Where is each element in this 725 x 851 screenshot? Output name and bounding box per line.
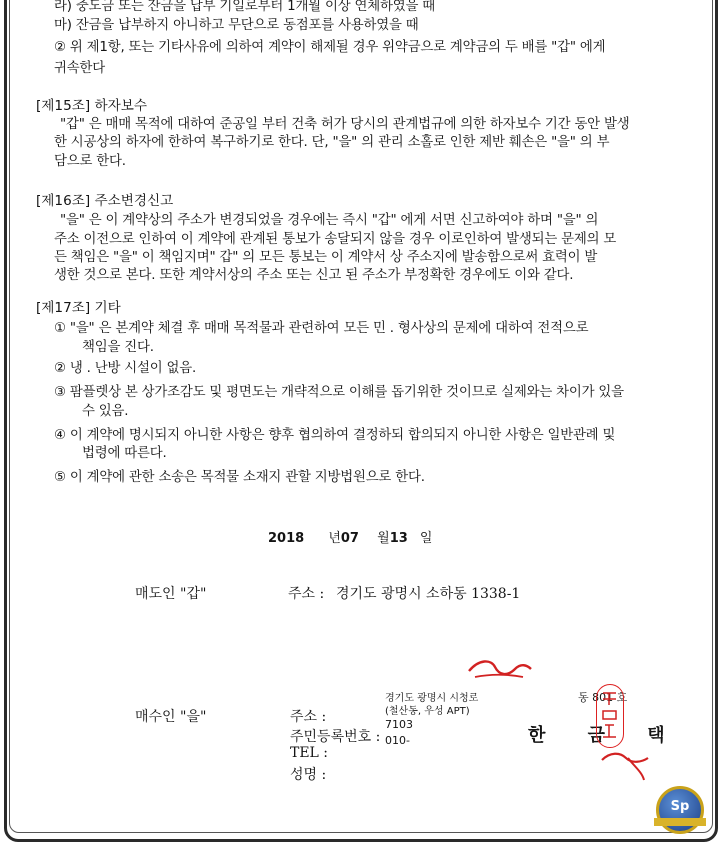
badge-ribbon: [654, 818, 706, 826]
clause-line: 라) 중도금 또는 잔금을 납부 기일로부터 1개월 이상 연체하였을 때: [54, 0, 435, 14]
seller-address: 경기도 광명시 소하동 1338-1: [336, 586, 521, 602]
buyer-id-value: 7103: [385, 718, 413, 731]
signature-mark: [598, 748, 654, 784]
buyer-unit: 동 801 호: [578, 691, 628, 704]
list-item-cont: 수 있음.: [82, 404, 129, 419]
clause-line: 마) 잔금을 납부하지 아니하고 무단으로 동점포를 사용하였을 때: [54, 18, 419, 33]
signature-mark: [465, 655, 535, 685]
clause-line: 한 시공상의 하자에 한하여 복구하기로 한다. 단, "을" 의 관리 소홀로 인한 제반 훼손은 "을" 의 부: [54, 135, 610, 150]
date-month-unit: 월: [377, 531, 390, 546]
clause-line: 주소 이전으로 인하여 이 계약에 관계된 통보가 송달되지 않을 경우 이로인하여 발생되는 문제의 모: [54, 232, 617, 247]
date-day: 13: [389, 531, 408, 546]
buyer-label: 매수인 "을": [135, 709, 207, 725]
date-day-unit: 일: [419, 531, 433, 546]
buyer-name-label: 성명 :: [290, 767, 327, 783]
seller-label: 매도인 "갑": [135, 586, 207, 602]
date-year-unit: 년: [328, 531, 341, 546]
clause-line: "갑" 은 매매 목적에 대하여 준공일 부터 건축 허가 당시의 관계법규에 의한 하자보수 기간 동안 발생: [60, 117, 630, 132]
date-month: 07: [340, 531, 359, 546]
clause-line: "을" 은 이 계약상의 주소가 변경되었을 경우에는 즉시 "갑" 에게 서면 신고하여야 하며 "을" 의: [60, 213, 599, 228]
section-title-15: [제15조] 하자보수: [36, 98, 148, 114]
list-item-cont: 책임을 진다.: [82, 340, 154, 355]
buyer-address-line1: 경기도 광명시 시청로: [385, 693, 479, 704]
list-item: ⑤ 이 계약에 관한 소송은 목적물 소재지 관할 지방법원으로 한다.: [54, 470, 425, 485]
clause-line: 생한 것으로 본다. 또한 계약서상의 주소 또는 신고 된 주소가 부정확한 경우에도 이와 같다.: [54, 268, 574, 283]
clause-line: 담으로 한다.: [54, 154, 126, 169]
buyer-tel-value: 010-: [385, 734, 410, 747]
list-item-cont: 법령에 따른다.: [82, 446, 167, 461]
clause-line: ② 위 제1항, 또는 기타사유에 의하여 계약이 해제될 경우 위약금으로 계약금의 두 배를 "갑" 에게: [54, 40, 606, 55]
buyer-address-label: 주소 :: [290, 709, 327, 725]
contract-date: [268, 527, 432, 546]
list-item: ④ 이 계약에 명시되지 아니한 사항은 향후 협의하여 결정하되 합의되지 아니한 사항은 일반관례 및: [54, 428, 616, 443]
list-item: ③ 팜플렛상 본 상가조감도 및 평면도는 개략적으로 이해를 돕기위한 것이므로 실제와는 차이가 있을: [54, 385, 624, 400]
date-year: 2018: [268, 531, 305, 546]
seal-stamp: [596, 684, 624, 748]
buyer-address-line2: (철산동, 우성 APT): [385, 706, 470, 717]
section-title-17: [제17조] 기타: [36, 300, 121, 316]
buyer-id-label: 주민등록번호 :: [290, 729, 381, 745]
list-item: ② 냉 . 난방 시설이 없음.: [54, 361, 197, 376]
section-title-16: [제16조] 주소변경신고: [36, 193, 174, 209]
buyer-name: 한 금 택: [528, 725, 683, 746]
buyer-tel-label: TEL :: [290, 745, 329, 761]
clause-line: 귀속한다: [54, 61, 105, 76]
list-item: ① "을" 은 본계약 체결 후 매매 목적물과 관련하여 모든 민 . 형사상의 문제에 대하여 전적으로: [54, 321, 589, 336]
seller-address-label: 주소 :: [288, 586, 325, 602]
clause-line: 든 책임은 "을" 이 책임지며" 갑" 의 모든 통보는 이 계약서 상 주소지에 발송함으로써 효력이 발: [54, 250, 598, 265]
sp-badge-icon: Sp: [656, 786, 704, 834]
